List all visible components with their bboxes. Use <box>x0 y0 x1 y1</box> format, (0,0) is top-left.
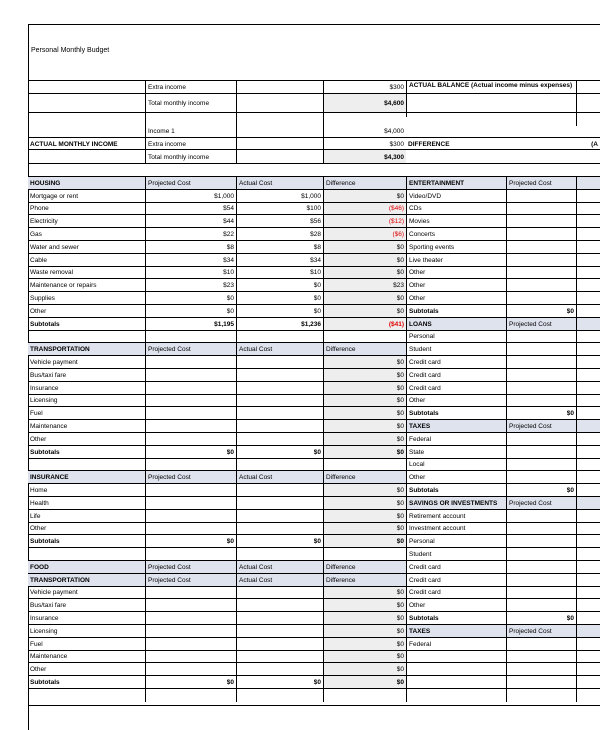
line-item-label: Fuel <box>30 410 43 418</box>
section-header: INSURANCE <box>28 471 145 484</box>
sheet-top-border <box>28 24 600 25</box>
line-item-label: Licensing <box>30 397 58 405</box>
projected-cost-cell[interactable]: $44 <box>145 215 236 228</box>
difference-cell: $0 <box>323 612 406 625</box>
table-row <box>28 483 600 497</box>
table-row <box>28 637 600 651</box>
difference-cell: $0 <box>323 407 406 420</box>
actual-cost-cell[interactable]: $34 <box>236 254 323 267</box>
subtotal-projected: $0 <box>145 446 236 459</box>
section-header: TRANSPORTATION <box>28 574 145 587</box>
table-row <box>28 509 600 523</box>
subtotal-label: Subtotals <box>30 538 60 546</box>
line-item-label: Bus/taxi fare <box>30 371 67 379</box>
column-header: Difference <box>323 471 406 484</box>
table-row <box>28 330 600 344</box>
actual-cost-cell[interactable]: $100 <box>236 203 323 216</box>
table-row <box>28 586 600 600</box>
subtotal-difference: $0 <box>323 535 406 548</box>
income-row-total <box>28 93 600 113</box>
line-item-label: Other <box>406 471 506 484</box>
difference-cell: $0 <box>323 395 406 408</box>
income-row-extra-2: ACTUAL MONTHLY INCOME Extra income $300 DIFFERENCE (A <box>28 137 600 150</box>
line-item-label: Other <box>406 395 506 408</box>
subtotal-difference: $0 <box>323 676 406 689</box>
subtotal-projected: $0 <box>145 676 236 689</box>
table-row <box>28 522 600 536</box>
line-item-label: Other <box>406 599 506 612</box>
column-header: Actual Cost <box>236 343 323 356</box>
table-row <box>28 611 600 625</box>
actual-cost-cell[interactable]: $1,000 <box>236 190 323 203</box>
actual-cost-cell[interactable]: $0 <box>236 305 323 318</box>
table-row <box>28 406 600 420</box>
subtotal-projected: $0 <box>506 407 576 420</box>
difference-cell: $0 <box>323 638 406 651</box>
column-header: Projected Cost <box>506 420 576 433</box>
line-item-label: Other <box>30 666 47 674</box>
line-item-label: Credit card <box>406 356 506 369</box>
column-header: Projected Cost <box>145 561 236 574</box>
column-header: Difference <box>323 561 406 574</box>
income-row-extra <box>28 80 600 94</box>
column-header: Difference <box>323 177 406 190</box>
line-item-label: Phone <box>30 205 49 213</box>
extra-income-label: Extra income <box>145 81 236 94</box>
line-item-label: Maintenance <box>30 423 68 431</box>
table-row <box>28 650 600 664</box>
section-header: TAXES <box>406 625 506 638</box>
line-item-label: Supplies <box>30 295 55 303</box>
projected-cost-cell[interactable]: $34 <box>145 254 236 267</box>
table-row <box>28 624 600 638</box>
line-item-label: Electricity <box>30 218 58 226</box>
difference-cell: $23 <box>323 279 406 292</box>
actual-monthly-income-label: ACTUAL MONTHLY INCOME <box>30 140 118 148</box>
line-item-label: Credit card <box>406 382 506 395</box>
column-header: Projected Cost <box>145 471 236 484</box>
line-item-label: Live theater <box>406 254 506 267</box>
difference-cell: $0 <box>323 599 406 612</box>
line-item-label: Cable <box>30 256 47 264</box>
subtotal-actual: $0 <box>236 446 323 459</box>
line-item-label: Mortgage or rent <box>30 192 79 200</box>
difference-cell: ($6) <box>323 228 406 241</box>
table-row <box>28 419 600 433</box>
income1-label: Income 1 <box>145 125 236 137</box>
line-item-label: Other <box>406 292 506 305</box>
subtotal-actual: $0 <box>236 676 323 689</box>
column-header: Difference <box>323 343 406 356</box>
projected-cost-cell[interactable]: $22 <box>145 228 236 241</box>
column-header: Projected Cost <box>145 343 236 356</box>
line-item-label: Vehicle payment <box>30 589 78 597</box>
line-item-label: Health <box>30 499 49 507</box>
line-item-label: Student <box>406 548 506 561</box>
table-row <box>28 291 600 305</box>
column-header: Projected Cost <box>145 574 236 587</box>
difference-label: DIFFERENCE <box>408 140 450 148</box>
line-item-label: Sporting events <box>406 241 506 254</box>
column-header: Actual Cost <box>236 177 323 190</box>
table-row <box>28 304 600 318</box>
table-row <box>28 445 600 459</box>
table-row <box>28 214 600 228</box>
section-header: TAXES <box>406 420 506 433</box>
difference-cell: $0 <box>323 497 406 510</box>
table-row <box>28 202 600 216</box>
subtotal-label: Subtotals <box>30 320 60 328</box>
extra-income-value[interactable]: $300 <box>323 81 406 94</box>
difference-cell: $0 <box>323 267 406 280</box>
line-item-label: Other <box>406 267 506 280</box>
line-item-label: Other <box>406 279 506 292</box>
column-header: Projected Cost <box>145 177 236 190</box>
section-header: HOUSING <box>28 177 145 190</box>
subtotal-projected: $0 <box>506 305 576 318</box>
difference-cell: ($12) <box>323 215 406 228</box>
column-header: Projected Cost <box>506 177 576 190</box>
difference-cell: $0 <box>323 587 406 600</box>
table-row <box>28 189 600 203</box>
actual-cost-cell[interactable]: $0 <box>236 292 323 305</box>
subtotal-label: Subtotals <box>406 612 506 625</box>
line-item-label: Credit card <box>406 587 506 600</box>
income1-value[interactable]: $4,000 <box>323 125 406 137</box>
column-header: Actual Cost <box>236 471 323 484</box>
difference-cell: $0 <box>323 382 406 395</box>
column-header: Projected Cost <box>506 497 576 510</box>
subtotal-projected: $0 <box>506 484 576 497</box>
line-item-label: Concerts <box>406 228 506 241</box>
line-item-label: Licensing <box>30 627 58 635</box>
section-header: FOOD <box>28 561 145 574</box>
table-row <box>28 496 600 510</box>
sheet-title: Personal Monthly Budget <box>31 47 110 54</box>
projected-cost-cell[interactable]: $0 <box>145 292 236 305</box>
actual-cost-cell[interactable]: $8 <box>236 241 323 254</box>
difference-cell: $0 <box>323 241 406 254</box>
line-item-label: Personal <box>406 331 506 344</box>
line-item-label: Investment account <box>406 523 506 536</box>
table-row <box>28 176 600 190</box>
subtotal-label: Subtotals <box>406 305 506 318</box>
table-row <box>28 355 600 369</box>
difference-cell: $0 <box>323 292 406 305</box>
income-row-total-2: Total monthly income $4,300 <box>28 149 600 164</box>
table-row <box>28 227 600 241</box>
line-item-label: Local <box>406 459 506 472</box>
table-row <box>28 278 600 292</box>
column-header: Actual Cost <box>236 574 323 587</box>
actual-balance-label: ACTUAL BALANCE (Actual income minus expenses) <box>406 81 576 117</box>
subtotal-difference: ($41) <box>323 318 406 331</box>
table-row <box>28 458 600 472</box>
projected-cost-cell[interactable]: $8 <box>145 241 236 254</box>
line-item-label: Retirement account <box>406 510 506 523</box>
extra-income-value-2[interactable]: $300 <box>323 138 406 150</box>
total-income-label: Total monthly income <box>145 94 236 113</box>
table-row <box>28 381 600 395</box>
table-row <box>28 573 600 587</box>
table-row <box>28 662 600 676</box>
column-header: Projected Cost <box>506 318 576 331</box>
table-row <box>28 394 600 408</box>
line-item-label: Other <box>30 307 47 315</box>
section-header: SAVINGS OR INVESTMENTS <box>406 497 506 510</box>
difference-cell: ($46) <box>323 203 406 216</box>
line-item-label: Water and sewer <box>30 243 79 251</box>
table-row <box>28 240 600 254</box>
line-item-label: Life <box>30 512 41 520</box>
line-item-label: Insurance <box>30 384 59 392</box>
actual-cost-cell[interactable]: $28 <box>236 228 323 241</box>
table-row <box>28 688 600 702</box>
subtotal-label: Subtotals <box>30 448 60 456</box>
section-header: LOANS <box>406 318 506 331</box>
projected-cost-cell[interactable]: $23 <box>145 279 236 292</box>
table-row <box>28 547 600 561</box>
line-item-label: Insurance <box>30 615 59 623</box>
table-row <box>28 470 600 484</box>
line-item-label: Other <box>30 525 47 533</box>
difference-cell: $0 <box>323 663 406 676</box>
subtotal-projected: $0 <box>145 535 236 548</box>
line-item-label: Credit card <box>406 561 506 574</box>
line-item-label: State <box>406 446 506 459</box>
total-income-value-2: $4,300 <box>323 150 406 164</box>
subtotal-projected: $0 <box>506 612 576 625</box>
line-item-label: Credit card <box>406 574 506 587</box>
subtotal-actual: $1,236 <box>236 318 323 331</box>
table-row <box>28 317 600 331</box>
subtotal-label: Subtotals <box>30 679 60 687</box>
line-item-label: Home <box>30 487 48 495</box>
difference-cell: $0 <box>323 484 406 497</box>
subtotal-label: Subtotals <box>406 407 506 420</box>
line-item-label: Fuel <box>30 640 43 648</box>
difference-cell: $0 <box>323 356 406 369</box>
column-header: Difference <box>323 574 406 587</box>
subtotal-actual: $0 <box>236 535 323 548</box>
table-row <box>28 368 600 382</box>
income-row-income1 <box>28 125 600 137</box>
difference-cell: $0 <box>323 625 406 638</box>
difference-cell: $0 <box>323 305 406 318</box>
line-item-label: Credit card <box>406 369 506 382</box>
actual-cost-cell[interactable]: $56 <box>236 215 323 228</box>
line-item-label: Bus/taxi fare <box>30 602 67 610</box>
line-item-label: CDs <box>406 203 506 216</box>
table-row <box>28 266 600 280</box>
section-header: ENTERTAINMENT <box>406 177 506 190</box>
projected-cost-cell[interactable]: $0 <box>145 305 236 318</box>
line-item-label: Movies <box>406 215 506 228</box>
projected-cost-cell[interactable]: $1,000 <box>145 190 236 203</box>
subtotal-difference: $0 <box>323 446 406 459</box>
line-item-label: Federal <box>406 433 506 446</box>
projected-cost-cell[interactable]: $10 <box>145 267 236 280</box>
difference-cell: $0 <box>323 433 406 446</box>
subtotal-projected: $1,195 <box>145 318 236 331</box>
table-row <box>28 598 600 612</box>
line-item-label: Gas <box>30 231 42 239</box>
table-row <box>28 560 600 574</box>
line-item-label: Video/DVD <box>406 190 506 203</box>
difference-cell: $0 <box>323 190 406 203</box>
difference-cell: $0 <box>323 651 406 664</box>
actual-cost-cell[interactable]: $0 <box>236 279 323 292</box>
table-row <box>28 534 600 548</box>
line-item-label: Personal <box>406 535 506 548</box>
table-row <box>28 253 600 267</box>
line-item-label: Federal <box>406 638 506 651</box>
difference-cell: $0 <box>323 254 406 267</box>
actual-cost-cell[interactable]: $10 <box>236 267 323 280</box>
difference-cell: $0 <box>323 523 406 536</box>
section-header: TRANSPORTATION <box>28 343 145 356</box>
line-item-label: Other <box>30 435 47 443</box>
total-income-value: $4,600 <box>323 94 406 113</box>
table-row <box>28 432 600 446</box>
line-item-label: Maintenance or repairs <box>30 282 97 290</box>
subtotal-label: Subtotals <box>406 484 506 497</box>
difference-cell: $0 <box>323 510 406 523</box>
table-row <box>28 675 600 689</box>
column-header: Actual Cost <box>236 561 323 574</box>
line-item-label: Waste removal <box>30 269 74 277</box>
line-item-label: Student <box>406 343 506 356</box>
column-header: Projected Cost <box>506 625 576 638</box>
bottom-rule <box>28 705 600 706</box>
difference-cell: $0 <box>323 369 406 382</box>
line-item-label: Maintenance <box>30 653 68 661</box>
difference-cell: $0 <box>323 420 406 433</box>
table-row <box>28 342 600 356</box>
projected-cost-cell[interactable]: $54 <box>145 203 236 216</box>
line-item-label: Vehicle payment <box>30 359 78 367</box>
